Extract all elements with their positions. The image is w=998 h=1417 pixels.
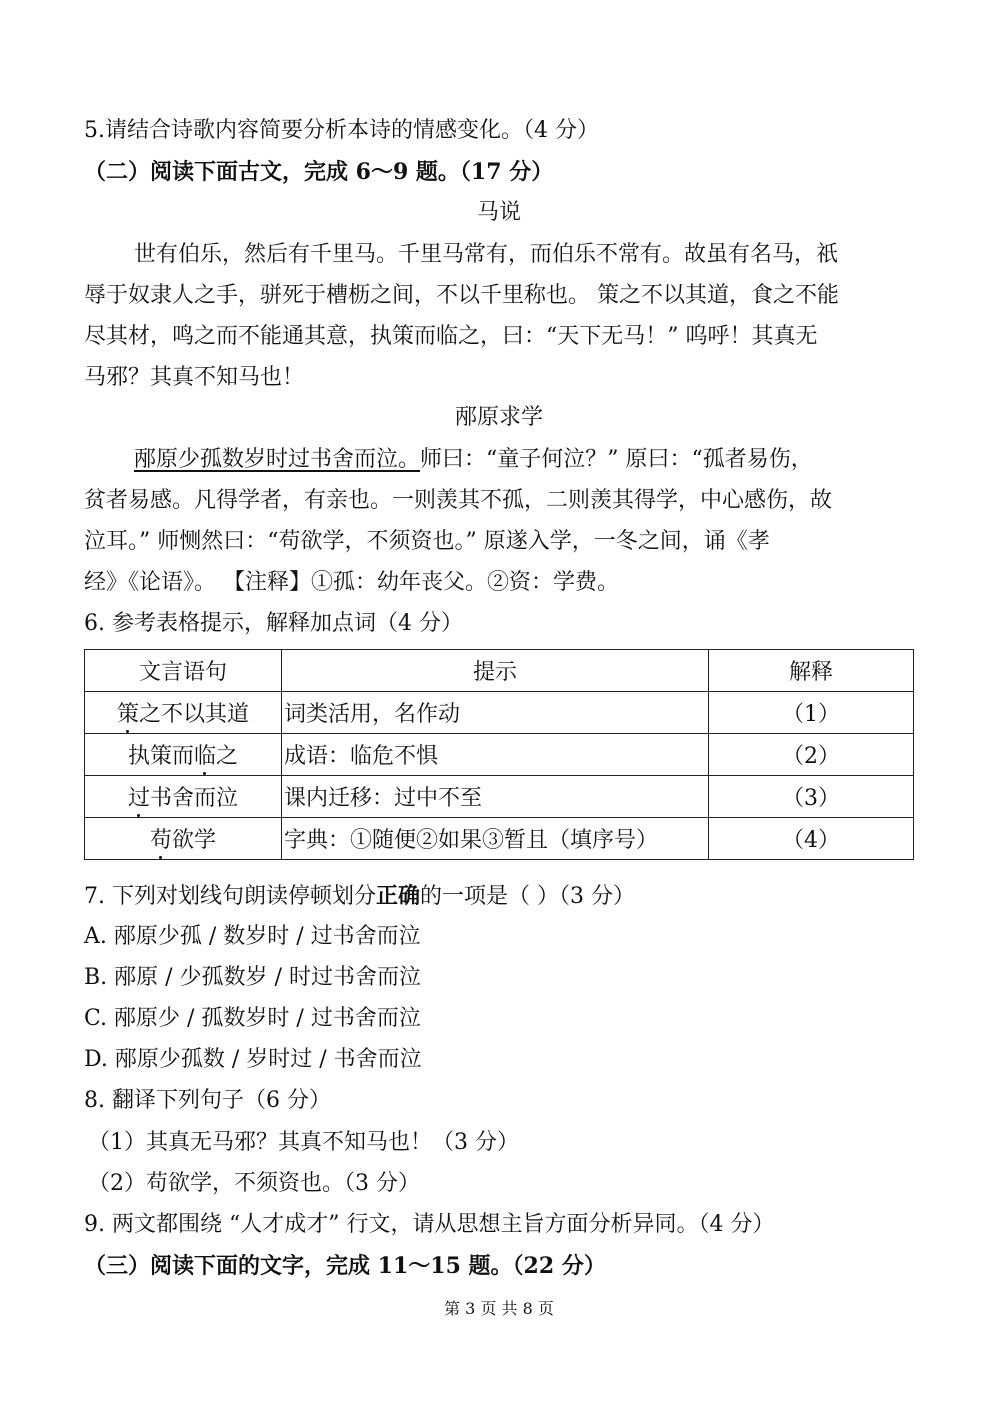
question-6: 6. 参考表格提示，解释加点词（4 分） [84,611,463,636]
question-5: 5.请结合诗歌内容简要分析本诗的情感变化。（4 分） [84,118,599,143]
dotted-word: 过 [127,786,150,811]
passage-2-title: 邴原求学 [454,405,543,430]
table-row [85,818,914,860]
dotted-word: 苟 [149,828,172,853]
sentence-post: 之 [216,744,239,769]
sentence-cell [85,818,282,860]
passage-2-line: 泣耳。” 师恻然曰：“苟欲学，不须资也。” 原遂入学，一冬之间，诵《孝 [84,529,770,554]
table-header: 解释 [709,650,914,692]
hint-cell: 字典：①随便②如果③暂且（填序号） [282,818,709,860]
dotted-word: 临 [193,744,216,769]
question-7-pre: 7. 下列对划线句朗读停顿划分 [84,884,376,909]
table-row [85,734,914,776]
table-header: 提示 [282,650,709,692]
question-9: 9. 两文都围绕 “人才成才” 行文，请从思想主旨方面分析异同。（4 分） [84,1212,775,1237]
sentence-pre: 执策而 [127,744,194,769]
answer-cell[interactable]: （1） [709,692,914,734]
vocab-table [84,649,914,860]
passage-1-line: 世有伯乐，然后有千里马。千里马常有，而伯乐不常有。故虽有名马，祇 [134,242,839,267]
answer-cell[interactable]: （4） [709,818,914,860]
sentence-post: 书舍而泣 [150,786,239,811]
question-8: 8. 翻译下列句子（6 分） [84,1088,331,1113]
sentence-cell [85,734,282,776]
passage-2-line-rest: 师曰：“童子何泣？” 原曰：“孤者易伤， [420,447,813,472]
underlined-sentence: 邴原少孤数岁时过书舍而泣。 [134,447,421,472]
passage-1-line: 辱于奴隶人之手，骈死于槽枥之间，不以千里称也。 策之不以其道，食之不能 [84,283,839,308]
table-row [85,776,914,818]
passage-1-line: 马邪？其真不知马也！ [84,365,305,390]
question-7-post: 的一项是（ ）（3 分） [420,884,635,909]
option-b[interactable]: B. 邴原 / 少孤数岁 / 时过书舍而泣 [84,965,421,990]
sentence-post: 之不以其道 [139,702,250,727]
section-2-heading: （二）阅读下面古文，完成 6～9 题。（17 分） [84,159,554,185]
passage-1-title: 马说 [476,200,521,225]
table-header: 文言语句 [85,650,282,692]
table-row [85,692,914,734]
table-header-row [85,650,914,692]
sentence-post: 欲学 [172,828,217,853]
hint-cell: 成语：临危不惧 [282,734,709,776]
question-7-emphasis: 正确 [375,883,420,909]
sentence-cell [85,692,282,734]
answer-cell[interactable]: （2） [709,734,914,776]
dotted-word: 策 [116,702,139,727]
option-d[interactable]: D. 邴原少孤数 / 岁时过 / 书舍而泣 [84,1047,422,1072]
passage-2-line [134,445,813,475]
hint-cell: 课内迁移：过中不至 [282,776,709,818]
answer-cell[interactable]: （3） [709,776,914,818]
option-a[interactable]: A. 邴原少孤 / 数岁时 / 过书舍而泣 [84,924,421,949]
hint-cell: 词类活用，名作动 [282,692,709,734]
question-8-1: （1）其真无马邪？其真不知马也！（3 分） [88,1130,519,1155]
page-footer: 第 3 页 共 8 页 [444,1299,554,1318]
sentence-cell [85,776,282,818]
option-c[interactable]: C. 邴原少 / 孤数岁时 / 过书舍而泣 [84,1006,421,1031]
question-8-2: （2）苟欲学，不须资也。（3 分） [88,1171,420,1196]
section-3-heading: （三）阅读下面的文字，完成 11～15 题。（22 分） [84,1253,606,1279]
question-7 [84,881,635,912]
passage-1-line: 尽其材，鸣之而不能通其意，执策而临之，曰：“天下无马！” 呜呼！其真无 [84,324,818,349]
passage-2-line: 贫者易感。凡得学者，有亲也。一则羡其不孤，二则羡其得学，中心感伤，故 [84,488,833,513]
passage-2-line: 经》《论语》。 【注释】①孤：幼年丧父。②资：学费。 [84,570,619,595]
